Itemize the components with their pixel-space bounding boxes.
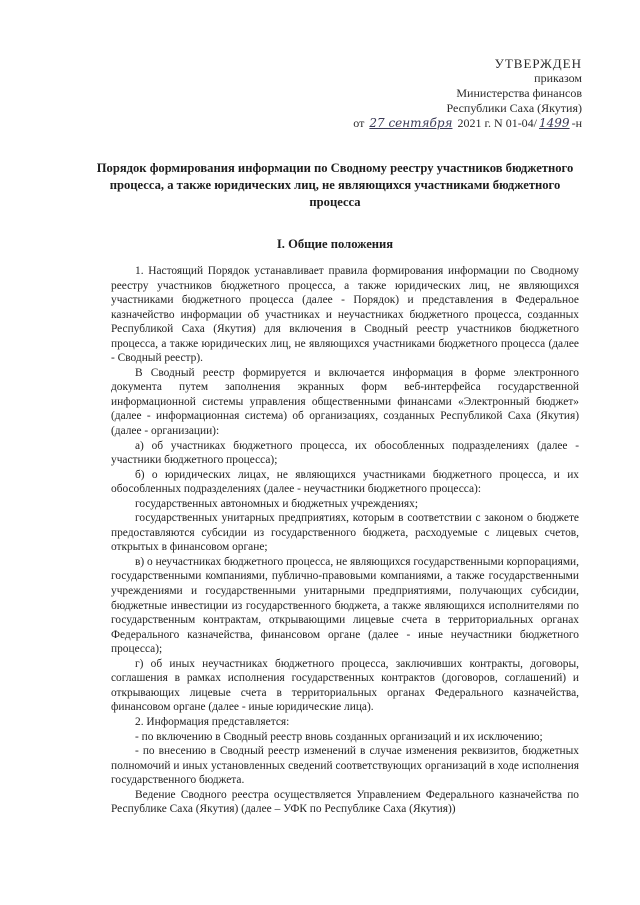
paragraph-12: Ведение Сводного реестра осуществляется Управлением Федерального казначейства по Республике Саха (Якутия) (далее – УФК по Республике Саха (Якутия)) (111, 788, 579, 816)
approval-line-order: приказом (534, 71, 582, 85)
order-year: 2021 г. N 01-04/ (457, 116, 538, 130)
paragraph-10: - по включению в Сводный реестр вновь созданных организаций и их исключению; (135, 730, 543, 743)
order-suffix: -н (571, 116, 582, 130)
paragraph-8: г) об иных неучастниках бюджетного процесса, заключивших контракты, договоры, соглашения в рамках исполнения государственных контрактов (договоров, соглашений) и открывающих лицевые счета в территориальных органах Федерального казначейства, финансовом органе (далее - иные юридические лица). (111, 657, 579, 714)
paragraph-7: в) о неучастниках бюджетного процесса, не являющихся государственными корпорациями, государственными компаниями, публично-правовыми компаниями, а также государственными учреждениями и государственными унитарными предприятиями, получающих субсидии, бюджетные инвестиции из государственного бюджета, а также являющихся исполнителями по государственным контрактам, открывающими лицевые счета в территориальных органах Федерального казначейства, финансовом органе (далее - иные неучастники бюджетного процесса); (111, 555, 579, 656)
paragraph-1: 1. Настоящий Порядок устанавливает правила формирования информации по Сводному реестру участников бюджетного процесса, а также юридических лиц, не являющихся участниками бюджетного процесса (далее - Порядок) и представления в Федеральное казначейство информации об участниках и неучастниках бюджетного процесса, созданных Республикой Саха (Якутия) для включения в Сводный реестр участников бюджетного процесса, а также юридических лиц, не являющихся участниками бюджетного процесса (далее - Сводный реестр). (111, 265, 579, 365)
paragraph-9: 2. Информация представляется: (135, 715, 290, 728)
document-body (111, 264, 579, 817)
paragraph-4: б) о юридических лицах, не являющихся участниками бюджетного процесса, и их обособленных подразделениях (далее - неучастники бюджетного процесса): (111, 468, 579, 496)
paragraph-3: а) об участниках бюджетного процесса, их обособленных подразделениях (далее - участники бюджетного процесса); (111, 439, 579, 467)
paragraph-11: - по внесению в Сводный реестр изменений в случае изменения реквизитов, бюджетных полномочий и иных установленных сведений соответствующих организаций в ходе исполнения государственного бюджета. (111, 745, 579, 787)
approval-stamp (322, 56, 582, 131)
paragraph-5: государственных автономных и бюджетных учреждениях; (135, 497, 419, 510)
handwritten-order-number: 1499 (539, 116, 570, 130)
order-reference (322, 116, 582, 131)
section-title: I. Общие положения (276, 237, 394, 251)
paragraph-2: В Сводный реестр формируется и включается информация в форме электронного документа путем заполнения экранных форм веб-интерфейса государственной информационной системы управления общественными финансами «Электронный бюджет» (далее - информационная система) об организациях, созданных Республикой Саха (Якутия) (далее - организации): (111, 366, 579, 438)
approval-title: УТВЕРЖДЕН (494, 56, 582, 71)
approval-line-republic: Республики Саха (Якутия) (446, 101, 582, 115)
approval-line-ministry: Министерства финансов (456, 86, 582, 100)
document-title: Порядок формирования информации по Сводному реестру участников бюджетного процесса, а также юридических лиц, не являющихся участниками бюджетного процесса (96, 161, 574, 209)
handwritten-order-date: 27 сентября (369, 116, 453, 130)
paragraph-6: государственных унитарных предприятиях, которым в соответствии с законом о бюджете предоставляются субсидии из государственного бюджета, расходуемые с лицевых счетов, открытых в финансовом органе; (111, 512, 579, 554)
order-prefix: от (353, 116, 365, 130)
